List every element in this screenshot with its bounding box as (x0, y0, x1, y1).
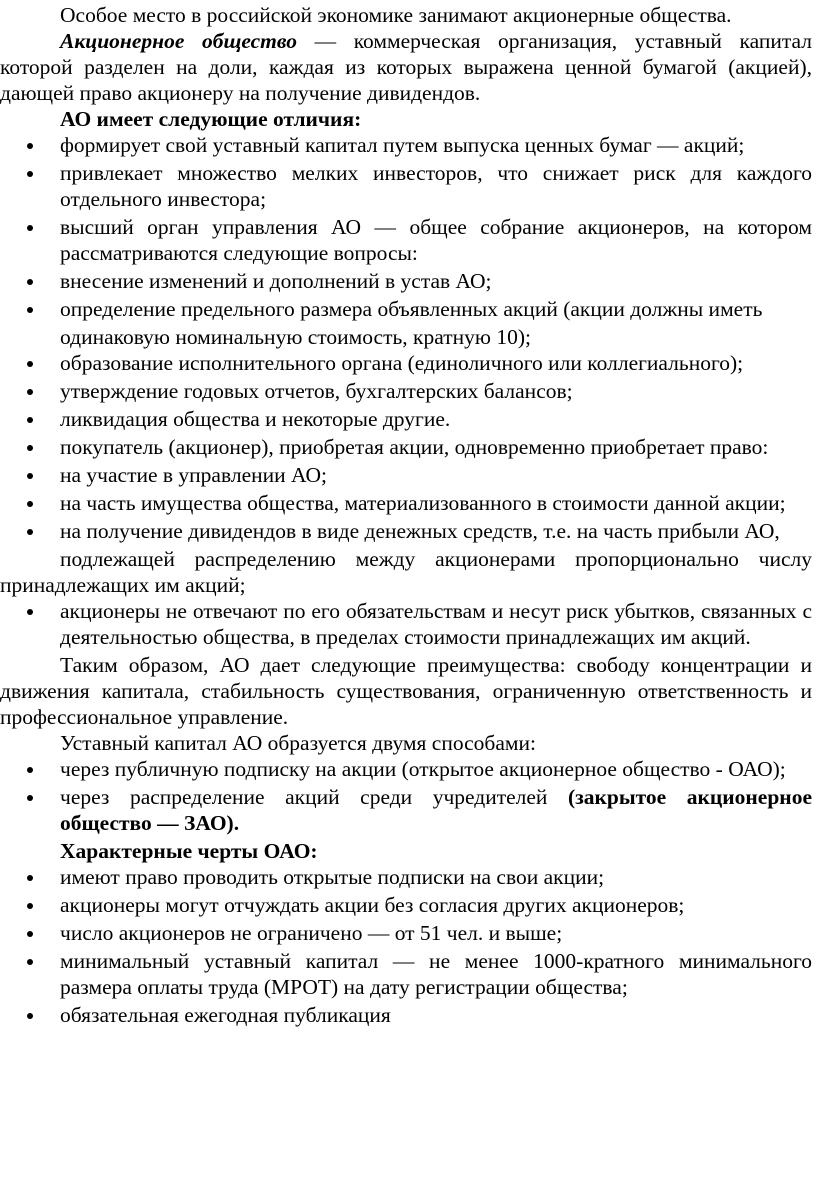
features-list-2 (0, 350, 812, 544)
bullet-icon (27, 473, 33, 479)
features-list (0, 132, 812, 322)
features-heading: АО имеет следующие отличия: (60, 107, 362, 131)
list-continuation: одинаковую номинальную стоимость, кратную 10); (60, 325, 531, 349)
bullet-icon (27, 445, 33, 451)
bullet-icon (27, 225, 33, 231)
bullet-icon (27, 389, 33, 395)
list-item: ликвидация общества и некоторые другие. (0, 406, 812, 432)
list-item: формирует свой уставный капитал путем выпуска ценных бумаг — акций; (0, 132, 812, 158)
list-item: число акционеров не ограничено — от 51 чел. и выше; (0, 920, 812, 946)
bullet-icon (27, 361, 33, 367)
intro-paragraph: Особое место в российской экономике занимают акционерные общества. (60, 3, 732, 27)
list-item: внесение изменений и дополнений в устав АО; (0, 268, 812, 294)
summary-paragraph: Таким образом, АО дает следующие преимущества: свободу концентрации и движения капитала, стабильность существования, ограниченную ответственность и профессиональное управление. (0, 653, 812, 729)
definition-term: Акционерное общество (60, 29, 297, 53)
closed-company-term: (закрытое акционерное общество — ЗАО). (60, 785, 812, 835)
bullet-icon (27, 875, 33, 881)
list-item: акционеры не отвечают по его обязательствам и несут риск убытков, связанных с деятельностью общества, в пределах стоимости принадлежащих им акций. (0, 598, 812, 650)
list-item: через распределение акций среди учредителей (закрытое акционерное общество — ЗАО). (0, 784, 812, 836)
capital-intro-paragraph: Уставный капитал АО образуется двумя способами: (60, 731, 536, 755)
list-item: через публичную подписку на акции (открытое акционерное общество - ОАО); (0, 756, 812, 782)
list-item: на получение дивидендов в виде денежных средств, т.е. на часть прибыли АО, (0, 518, 812, 544)
list-continuation: подлежащей распределению между акционерами пропорционально числу принадлежащих им акций; (0, 547, 812, 597)
bullet-icon (27, 767, 33, 773)
bullet-icon (27, 307, 33, 313)
list-item: минимальный уставный капитал — не менее 1000-кратного минимального размера оплаты труда (МРОТ) на дату регистрации общества; (0, 948, 812, 1000)
bullet-icon (27, 143, 33, 149)
list-item: на участие в управлении АО; (0, 462, 812, 488)
list-item: на часть имущества общества, материализованного в стоимости данной акции; (0, 490, 812, 516)
bullet-icon (27, 279, 33, 285)
bullet-icon (27, 609, 33, 615)
list-item: утверждение годовых отчетов, бухгалтерских балансов; (0, 378, 812, 404)
bullet-icon (27, 171, 33, 177)
oao-heading: Характерные черты ОАО: (60, 839, 318, 863)
definition-text: — коммерческая организация, уставный капитал которой разделен на доли, каждая из которых выражена ценной бумагой (акцией), дающей право акционеру на получение дивидендов. (0, 29, 812, 105)
bullet-icon (27, 501, 33, 507)
document-page (0, 2, 812, 1030)
list-item: определение предельного размера объявленных акций (акции должны иметь (0, 296, 812, 322)
capital-ways-list (0, 756, 812, 836)
list-item: высший орган управления АО — общее собрание акционеров, на котором рассматриваются следующие вопросы: (0, 214, 812, 266)
definition-paragraph (0, 28, 812, 106)
list-item: обязательная ежегодная публикация (0, 1002, 812, 1028)
features-list-3 (0, 598, 812, 650)
bullet-icon (27, 417, 33, 423)
bullet-icon (27, 931, 33, 937)
bullet-icon (27, 795, 33, 801)
list-item: образование исполнительного органа (единоличного или коллегиального); (0, 350, 812, 376)
list-item: акционеры могут отчуждать акции без согласия других акционеров; (0, 892, 812, 918)
bullet-icon (27, 529, 33, 535)
bullet-icon (27, 1013, 33, 1019)
list-item: привлекает множество мелких инвесторов, что снижает риск для каждого отдельного инвестора; (0, 160, 812, 212)
oao-features-list (0, 864, 812, 1028)
list-item: имеют право проводить открытые подписки на свои акции; (0, 864, 812, 890)
bullet-icon (27, 903, 33, 909)
list-item: покупатель (акционер), приобретая акции, одновременно приобретает право: (0, 434, 812, 460)
bullet-icon (27, 959, 33, 965)
